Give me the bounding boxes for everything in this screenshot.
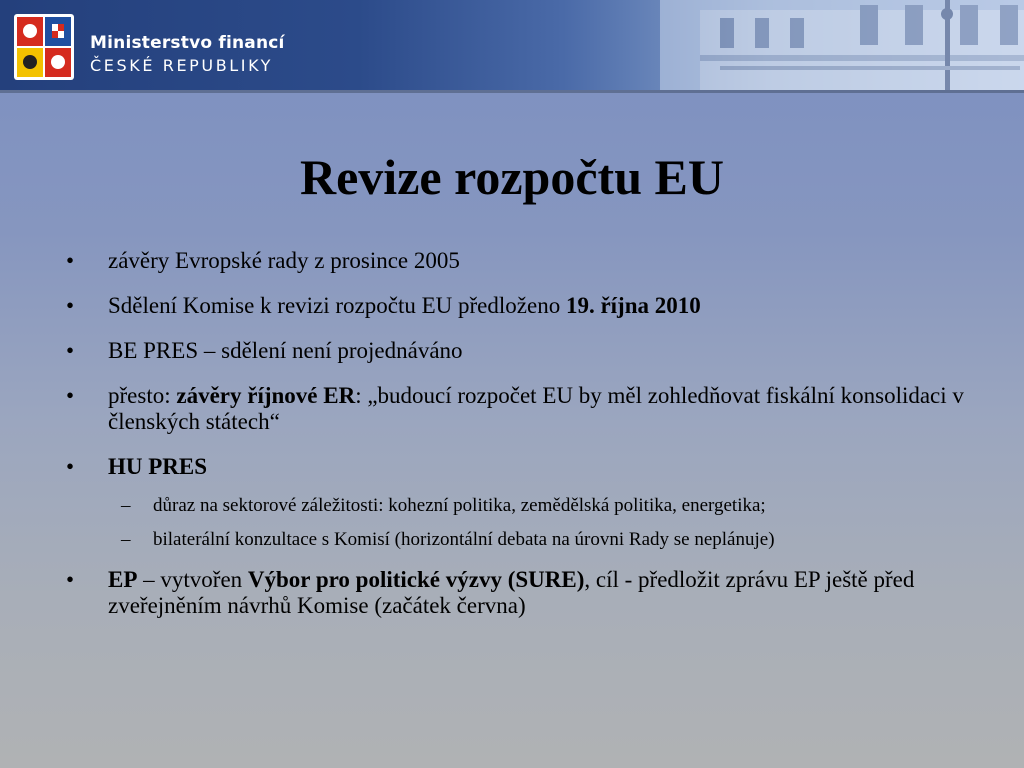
bullet-item: • přesto: závěry říjnové ER: „budoucí rozpočet EU by měl zohledňovat fiskální konsolidaci v členských státech“ — [66, 383, 964, 434]
bullet-dot: • — [66, 338, 75, 363]
bullet-item: • EP – vytvořen Výbor pro politické výzvy (SURE), cíl - předložit zprávu EP ještě před zveřejněním návrhů Komise (začátek června) — [66, 567, 915, 618]
sub-bullet-dash: – — [121, 529, 131, 550]
bullet-dot: • — [66, 248, 75, 273]
bullet-dot: • — [66, 567, 75, 592]
bullet-item: • závěry Evropské rady z prosince 2005 — [66, 248, 460, 273]
ministry-name: Ministerstvo financí — [90, 33, 285, 53]
slide-title: Revize rozpočtu EU — [300, 149, 724, 205]
bullet-dot: • — [66, 293, 75, 318]
ministry-country: ČESKÉ REPUBLIKY — [90, 56, 274, 75]
header-banner — [0, 0, 1024, 92]
bullet-item: • Sdělení Komise k revizi rozpočtu EU předloženo 19. října 2010 — [66, 293, 701, 318]
bullet-dot: • — [66, 454, 75, 479]
sub-bullet-item: – důraz na sektorové záležitosti: kohezní politika, zemědělská politika, energetika; — [121, 495, 766, 516]
building-photo — [660, 0, 1024, 92]
sub-bullet-dash: – — [121, 495, 131, 516]
slide-content — [66, 248, 966, 638]
coat-of-arms-logo — [14, 14, 74, 80]
bullet-item: • HU PRES — [66, 454, 208, 479]
sub-bullet-item: – bilaterální konzultace s Komisí (horizontální debata na úrovni Rady se neplánuje) — [121, 529, 775, 550]
header-divider — [0, 90, 1024, 93]
bullet-dot: • — [66, 383, 75, 408]
bullet-item: • BE PRES – sdělení není projednáváno — [66, 338, 463, 363]
